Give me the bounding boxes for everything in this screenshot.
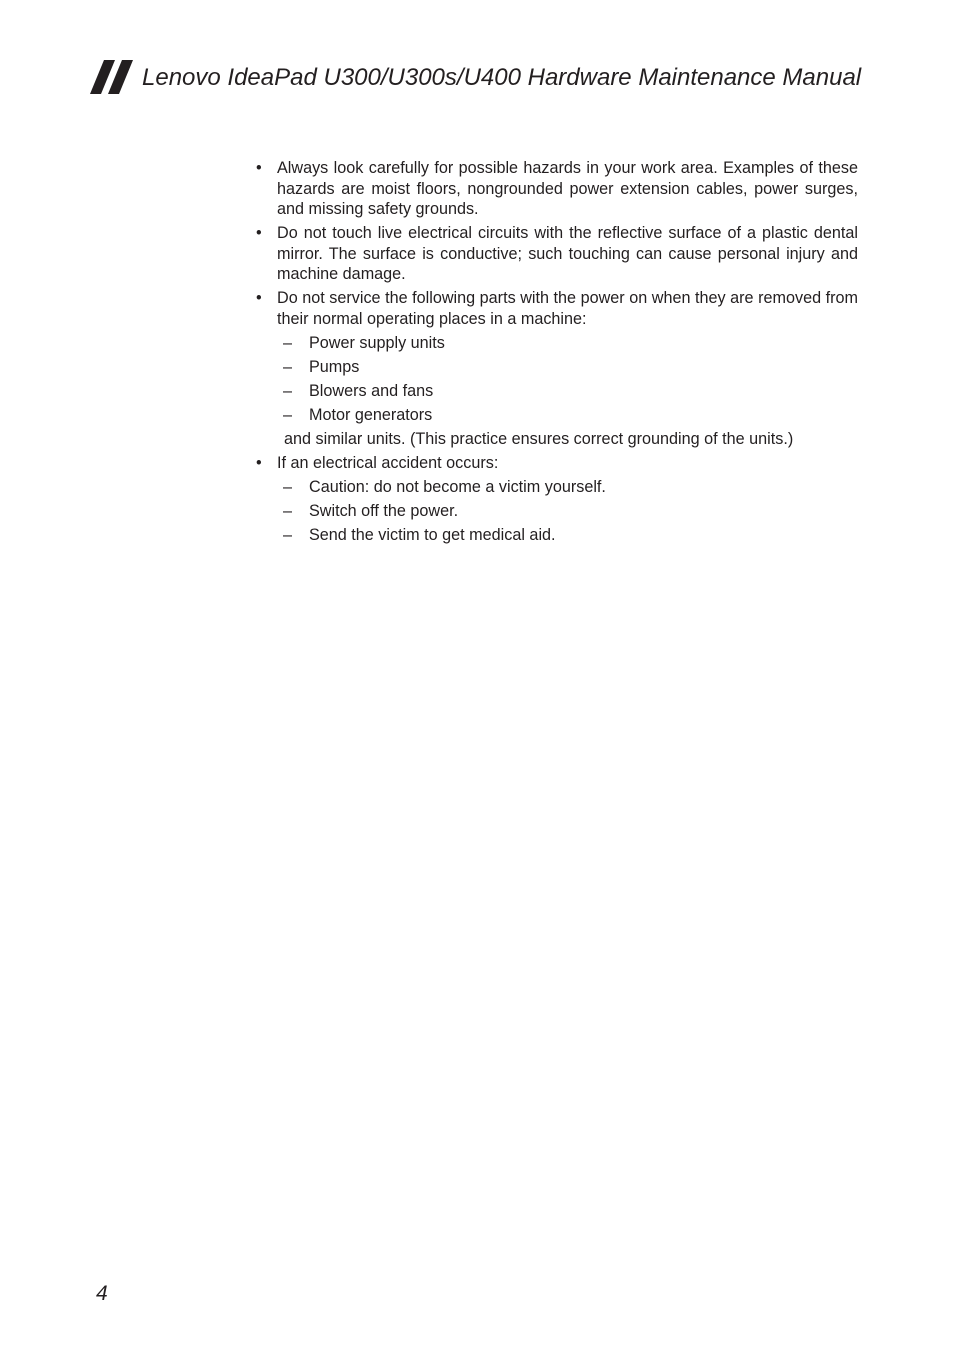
list-item — [256, 158, 858, 220]
bullet-marker: • — [256, 289, 262, 308]
dash-marker: – — [283, 477, 293, 496]
sub-item-text: Switch off the power. — [309, 501, 459, 520]
bullet-marker: • — [256, 224, 262, 243]
list-item-text: Always look carefully for possible hazards in your work area. Examples of these hazards are moist floors, nongrounded power extension cables, power surges, and missing safety grounds. — [277, 159, 858, 219]
list-item-continuation: and similar units. (This practice ensures correct grounding of the units.) — [284, 429, 794, 448]
sub-list-item — [256, 477, 858, 498]
bullet-marker: • — [256, 159, 262, 177]
sub-item-text: Send the victim to get medical aid. — [309, 525, 556, 544]
list-item-text: Do not touch live electrical circuits with the reflective surface of a plastic dental mirror. The surface is conductive; such touching can cause personal injury and machine damage. — [277, 224, 858, 284]
list-item — [256, 453, 858, 474]
list-item — [256, 288, 858, 329]
safety-list — [256, 158, 858, 549]
manual-title: Lenovo IdeaPad U300/U300s/U400 Hardware Maintenance Manual — [142, 64, 862, 91]
list-item — [256, 223, 858, 285]
dash-marker: – — [283, 501, 293, 520]
list-item-text: If an electrical accident occurs: — [277, 453, 499, 472]
sub-list-item — [256, 501, 858, 522]
dash-marker: – — [283, 333, 293, 352]
dash-marker: – — [283, 405, 293, 424]
dash-marker: – — [283, 381, 293, 400]
dash-marker: – — [283, 525, 293, 544]
bullet-marker: • — [256, 453, 262, 472]
list-item-text: Do not service the following parts with the power on when they are removed from their normal operating places in a machine: — [277, 289, 858, 328]
sub-item-text: Power supply units — [309, 333, 445, 352]
sub-list-item — [256, 357, 858, 378]
sub-list-item — [256, 333, 858, 354]
sub-item-text: Blowers and fans — [309, 381, 434, 400]
sub-list-item — [256, 525, 858, 546]
page-header — [90, 58, 870, 98]
sub-item-text: Motor generators — [309, 405, 433, 424]
sub-item-text: Pumps — [309, 357, 360, 376]
sub-item-text: Caution: do not become a victim yourself. — [309, 477, 606, 496]
double-slash-logo-icon — [90, 60, 134, 94]
sub-list-item — [256, 405, 858, 426]
page-number: 4 — [96, 1282, 108, 1305]
dash-marker: – — [283, 357, 293, 376]
sub-list-item — [256, 381, 858, 402]
